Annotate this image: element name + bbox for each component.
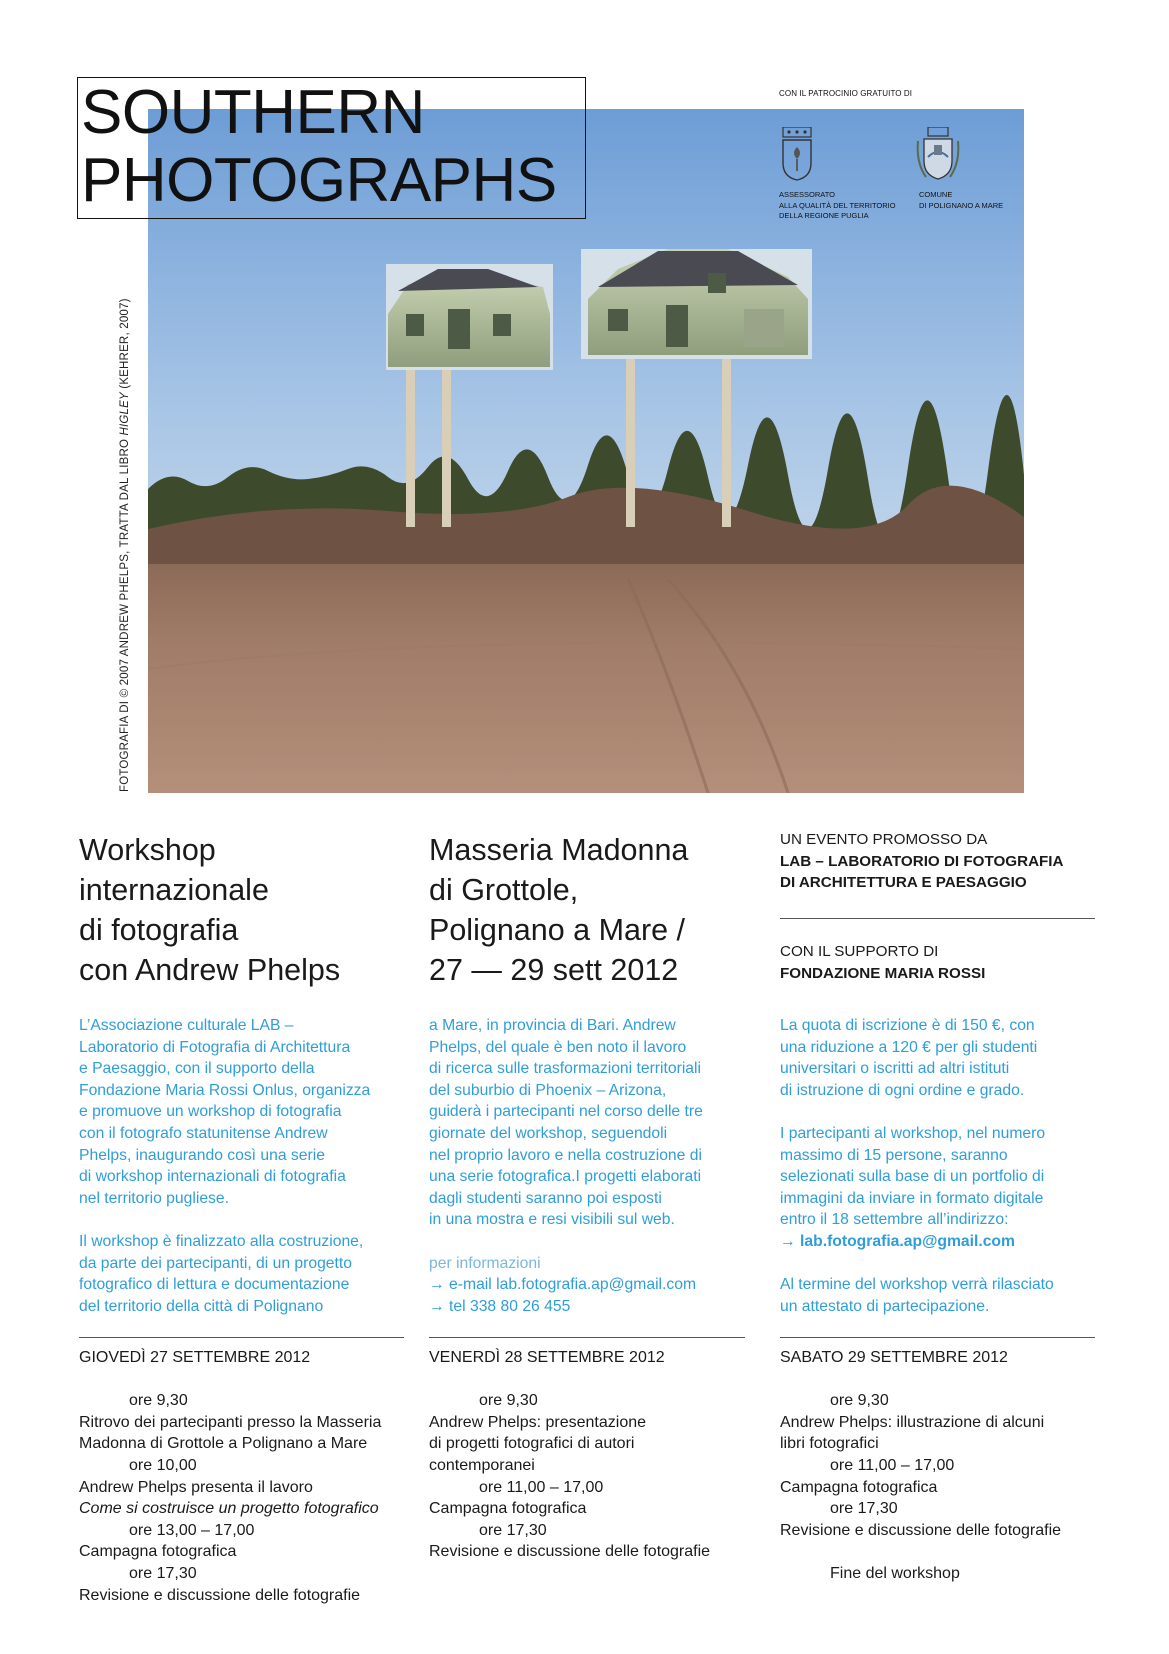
supporter-label: CON IL SUPPORTO DI	[780, 943, 939, 960]
title-box	[77, 77, 586, 219]
schedule-closing: Fine del workshop	[830, 1564, 960, 1582]
promoter-name: DI ARCHITETTURA E PAESAGGIO	[780, 874, 1027, 891]
description-text	[429, 1015, 759, 1317]
schedule-thursday	[79, 1347, 419, 1606]
schedule-item: Campagna fotografica	[79, 1543, 237, 1561]
schedule-item: Campagna fotografica	[429, 1500, 587, 1518]
text-line: un attestato di partecipazione.	[780, 1297, 990, 1315]
heading-line: di Grottole,	[429, 873, 579, 907]
schedule-item: Andrew Phelps: illustrazione di alcuni	[780, 1413, 1045, 1431]
schedule-time: ore 13,00 – 17,00	[129, 1521, 255, 1539]
text-line: di istruzione di ogni ordine e grado.	[780, 1081, 1025, 1099]
promoter-name: LAB – LABORATORIO DI FOTOGRAFIA	[780, 852, 1064, 870]
schedule-time: ore 9,30	[129, 1392, 188, 1410]
schedule-time: ore 11,00 – 17,00	[830, 1456, 955, 1474]
schedule-time: ore 10,00	[129, 1456, 197, 1474]
intro-text	[79, 1015, 409, 1317]
schedule-friday	[429, 1347, 769, 1563]
text-line: L’Associazione culturale LAB –	[79, 1017, 294, 1034]
intro-paragraph-1	[79, 1015, 409, 1209]
promoter-block	[780, 829, 1100, 894]
schedule-item: di progetti fotografici di autori	[429, 1435, 635, 1453]
text-line: nel proprio lavoro e nella costruzione di	[429, 1146, 702, 1164]
schedule-time: ore 11,00 – 17,00	[479, 1478, 604, 1496]
photo-credit-suffix: (KEHRER, 2007)	[119, 298, 131, 393]
divider	[780, 1337, 1095, 1338]
schedule-saturday	[780, 1347, 1120, 1585]
heading-line: internazionale	[79, 873, 269, 907]
schedule-time: ore 9,30	[479, 1392, 538, 1410]
schedule-spacer	[780, 1541, 1120, 1563]
text-line: di workshop internazionali di fotografia	[79, 1168, 346, 1186]
schedule-item-title: Come si costruisce un progetto fotografico	[79, 1500, 379, 1518]
text-line: e Paesaggio, con il supporto della	[79, 1060, 315, 1078]
info-phone[interactable]: → tel 338 80 26 455	[429, 1297, 571, 1315]
schedule-item: Andrew Phelps: presentazione	[429, 1413, 647, 1431]
info-label: per informazioni	[429, 1254, 541, 1272]
patronage-label: CON IL PATROCINIO GRATUITO DI	[779, 89, 913, 98]
text-line: universitari o iscritti ad altri istituti	[780, 1060, 1010, 1078]
info-email-link[interactable]: → e-mail lab.fotografia.ap@gmail.com	[429, 1276, 697, 1294]
schedule-day-title: SABATO 29 SETTEMBRE 2012	[780, 1349, 1008, 1366]
divider	[429, 1337, 745, 1338]
photo-credit-book-title: HIGLEY	[119, 392, 131, 436]
schedule-time: ore 17,30	[479, 1521, 547, 1539]
schedule-time: ore 9,30	[830, 1392, 889, 1410]
comune-polignano-crest-icon	[916, 127, 960, 186]
patronage-caption-comune	[919, 190, 1003, 211]
heading-line: di fotografia	[79, 913, 239, 947]
text-line: La quota di iscrizione è di 150 €, con	[780, 1017, 1035, 1034]
text-line: da parte dei partecipanti, di un progetto	[79, 1254, 352, 1272]
regione-puglia-crest-icon	[780, 127, 814, 186]
text-line: Phelps, inaugurando così una serie	[79, 1146, 325, 1164]
text-line: selezionati sulla base di un portfolio di	[780, 1168, 1045, 1186]
schedule-item: libri fotografici	[780, 1435, 879, 1453]
text-line: nel territorio pugliese.	[79, 1189, 229, 1207]
text-line: con il fotografo statunitense Andrew	[79, 1124, 328, 1142]
text-line: Laboratorio di Fotografia di Architettura	[79, 1038, 351, 1056]
heading-line: 27 — 29 sett 2012	[429, 953, 679, 987]
text-line: Phelps, del quale è ben noto il lavoro	[429, 1038, 687, 1056]
text-line: del suburbio di Phoenix – Arizona,	[429, 1081, 667, 1099]
text-line: massimo di 15 persone, saranno	[780, 1146, 1008, 1164]
supporter-name: FONDAZIONE MARIA ROSSI	[780, 964, 986, 982]
text-line: entro il 18 settembre all’indirizzo:	[780, 1211, 1009, 1229]
text-line: dagli studenti saranno poi esposti	[429, 1189, 662, 1207]
heading-line: con Andrew Phelps	[79, 953, 341, 987]
text-line: e promuove un workshop di fotografia	[79, 1103, 342, 1121]
text-line: in una mostra e resi visibili sul web.	[429, 1211, 675, 1229]
photo-credit-prefix: FOTOGRAFIA DI © 2007 ANDREW PHELPS, TRATTA DAL LIBRO	[119, 435, 131, 792]
title-line-2: PHOTOGRAPHS	[81, 146, 557, 215]
schedule-item: Revisione e discussione delle fotografie	[79, 1586, 361, 1604]
submission-email-link[interactable]: → lab.fotografia.ap@gmail.com	[780, 1232, 1015, 1250]
intro-paragraph-2	[79, 1231, 409, 1317]
text-line: Il workshop è finalizzato alla costruzione,	[79, 1232, 364, 1250]
text-line: fotografico di lettura e documentazione	[79, 1276, 350, 1294]
text-line: una serie fotografica.I progetti elaborati	[429, 1168, 702, 1186]
divider	[79, 1337, 404, 1338]
promoter-label: UN EVENTO PROMOSSO DA	[780, 831, 988, 848]
text-line: a Mare, in provincia di Bari. Andrew	[429, 1017, 676, 1034]
caption-line: ASSESSORATO	[779, 190, 835, 199]
patronage-caption-regione	[779, 190, 896, 222]
schedule-item: Madonna di Grottole a Polignano a Mare	[79, 1435, 368, 1453]
venue-date-heading	[429, 830, 759, 990]
schedule-time: ore 17,30	[129, 1564, 197, 1582]
divider	[780, 918, 1095, 919]
schedule-item: Andrew Phelps presenta il lavoro	[79, 1478, 313, 1496]
schedule-time: ore 17,30	[830, 1500, 898, 1518]
text-line: I partecipanti al workshop, nel numero	[780, 1124, 1046, 1142]
schedule-item: contemporanei	[429, 1456, 535, 1474]
schedule-day-title: GIOVEDÌ 27 SETTEMBRE 2012	[79, 1349, 311, 1366]
caption-line: DI POLIGNANO A MARE	[919, 200, 1004, 210]
text-line: immagini da inviare in formato digitale	[780, 1189, 1044, 1207]
text-line: una riduzione a 120 € per gli studenti	[780, 1038, 1038, 1056]
text-line: di ricerca sulle trasformazioni territoriali	[429, 1060, 701, 1078]
text-line: guiderà i partecipanti nel corso delle tre	[429, 1103, 703, 1121]
workshop-heading	[79, 830, 409, 990]
heading-line: Polignano a Mare /	[429, 913, 686, 947]
schedule-item: Revisione e discussione delle fotografie	[780, 1521, 1062, 1539]
schedule-item: Ritrovo dei partecipanti presso la Masseria	[79, 1413, 382, 1431]
caption-line: COMUNE	[919, 190, 953, 199]
photo-credit	[119, 272, 131, 792]
title-line-1: SOUTHERN	[81, 78, 425, 147]
caption-line: DELLA REGIONE PUGLIA	[779, 211, 869, 220]
text-line: Fondazione Maria Rossi Onlus, organizza	[79, 1081, 371, 1099]
schedule-item: Revisione e discussione delle fotografie	[429, 1543, 711, 1561]
schedule-item: Campagna fotografica	[780, 1478, 938, 1496]
supporter-block	[780, 941, 1100, 984]
registration-info	[780, 1015, 1110, 1317]
schedule-day-title: VENERDÌ 28 SETTEMBRE 2012	[429, 1349, 665, 1366]
text-line: Al termine del workshop verrà rilasciato	[780, 1276, 1054, 1294]
text-line: del territorio della città di Polignano	[79, 1297, 324, 1315]
text-line: giornate del workshop, seguendoli	[429, 1124, 668, 1142]
heading-line: Masseria Madonna	[429, 833, 689, 867]
caption-line: ALLA QUALITÀ DEL TERRITORIO	[779, 200, 896, 210]
heading-line: Workshop	[79, 833, 216, 867]
